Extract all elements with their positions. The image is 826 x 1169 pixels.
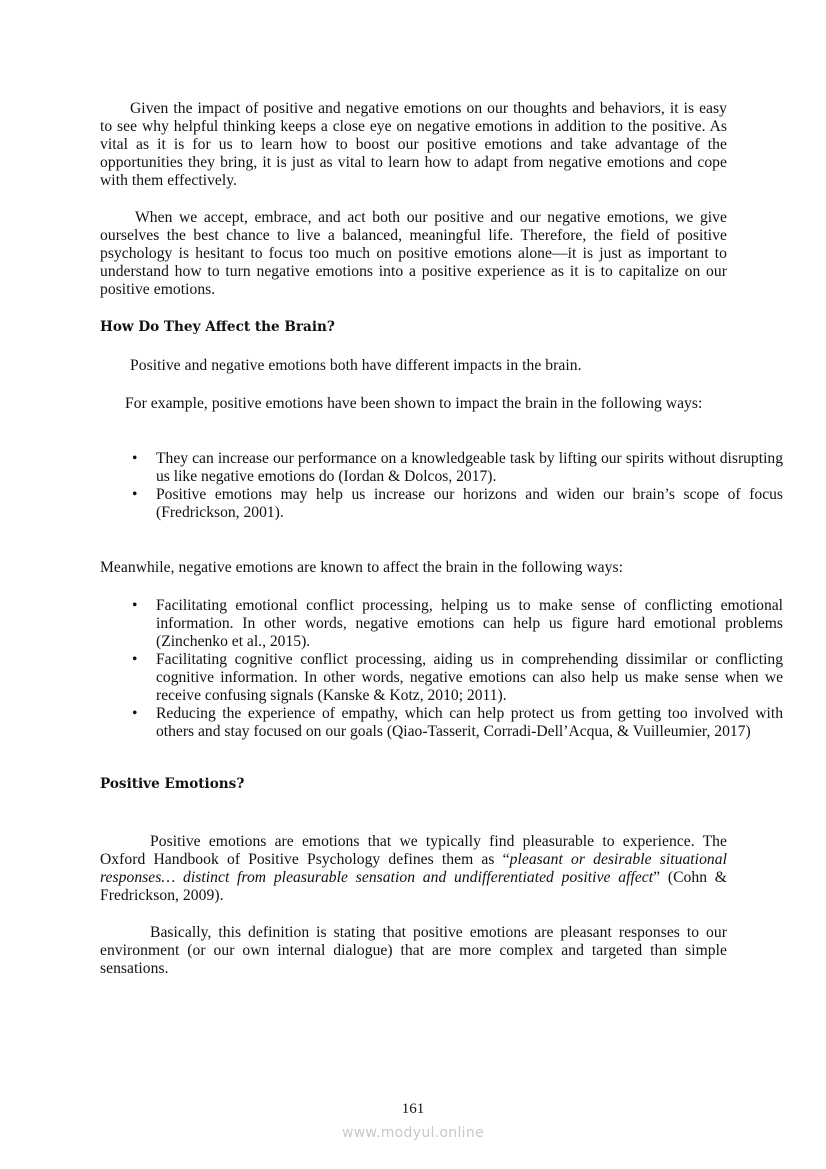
paragraph-balanced-life: When we accept, embrace, and act both our positive and our negative emotions, we give ourselves the best chance to live a balanced, meaningful life. Therefore, the field of positive psychology is hesitant to focus too much on positive emotions alone—it is just as important to understand how to turn negative emotions into a positive experience as it is to capitalize on our positive emotions. [100, 209, 727, 298]
bullet-icon: • [132, 450, 138, 467]
list-item-text: Reducing the experience of empathy, which can help protect us from getting too involved with others and stay focused on our goals (Qiao-Tasserit, Corradi-Dell’Acqua, & Vuilleumier, 2017) [156, 705, 783, 740]
list-item-text: Facilitating cognitive conflict processing, aiding us in comprehending dissimilar or conflicting cognitive information. In other words, negative emotions can also help us make sense when we receive confusing signals (Kanske & Kotz, 2010; 2011). [156, 651, 783, 704]
paragraph-definition [100, 833, 727, 905]
paragraph-explanation: Basically, this definition is stating that positive emotions are pleasant responses to our environment (or our own internal dialogue) that are more complex and targeted than simple sensations. [100, 924, 727, 977]
paragraph-positive-intro: For example, positive emotions have been shown to impact the brain in the following ways: [125, 395, 703, 412]
paragraph-negative-intro: Meanwhile, negative emotions are known to affect the brain in the following ways: [100, 559, 623, 576]
definition-citation: ” (Cohn & Fredrickson, 2009). [100, 869, 727, 904]
definition-quote: pleasant or desirable situational responses… distinct from pleasurable sensation and undifferentiated positive affect [100, 851, 727, 886]
negative-effects-list [100, 597, 783, 741]
list-item [132, 597, 783, 651]
list-item [132, 486, 783, 522]
bullet-icon: • [132, 705, 138, 722]
section-heading-brain: How Do They Affect the Brain? [100, 319, 335, 335]
paragraph-emotions-impact: Given the impact of positive and negative emotions on our thoughts and behaviors, it is easy to see why helpful thinking keeps a close eye on negative emotions in addition to the positive. As vital as it is for us to learn how to boost our positive emotions and take advantage of the opportunities they bring, it is just as vital to learn how to adapt from negative emotions and cope with them effectively. [100, 100, 727, 189]
page-number: 161 [401, 1101, 425, 1117]
bullet-icon: • [132, 486, 138, 503]
watermark: www.modyul.online [342, 1125, 484, 1141]
section-heading-positive-emotions: Positive Emotions? [100, 776, 245, 792]
list-item [132, 651, 783, 705]
list-item [132, 705, 783, 741]
list-item-text: Positive emotions may help us increase our horizons and widen our brain’s scope of focus (Fredrickson, 2001). [156, 486, 783, 521]
bullet-icon: • [132, 597, 138, 614]
positive-effects-list [100, 450, 783, 522]
list-item-text: Facilitating emotional conflict processing, helping us to make sense of conflicting emotional information. In other words, negative emotions can help us figure hard emotional problems (Zinchenko et al., 2015). [156, 597, 783, 650]
paragraph-brain-intro: Positive and negative emotions both have different impacts in the brain. [130, 357, 582, 374]
bullet-icon: • [132, 651, 138, 668]
definition-lead: Positive emotions are emotions that we typically find pleasurable to experience. The Oxford Handbook of Positive Psychology defines them as “ [100, 833, 727, 868]
list-item-text: They can increase our performance on a knowledgeable task by lifting our spirits without disrupting us like negative emotions do (Iordan & Dolcos, 2017). [156, 450, 783, 485]
list-item [132, 450, 783, 486]
